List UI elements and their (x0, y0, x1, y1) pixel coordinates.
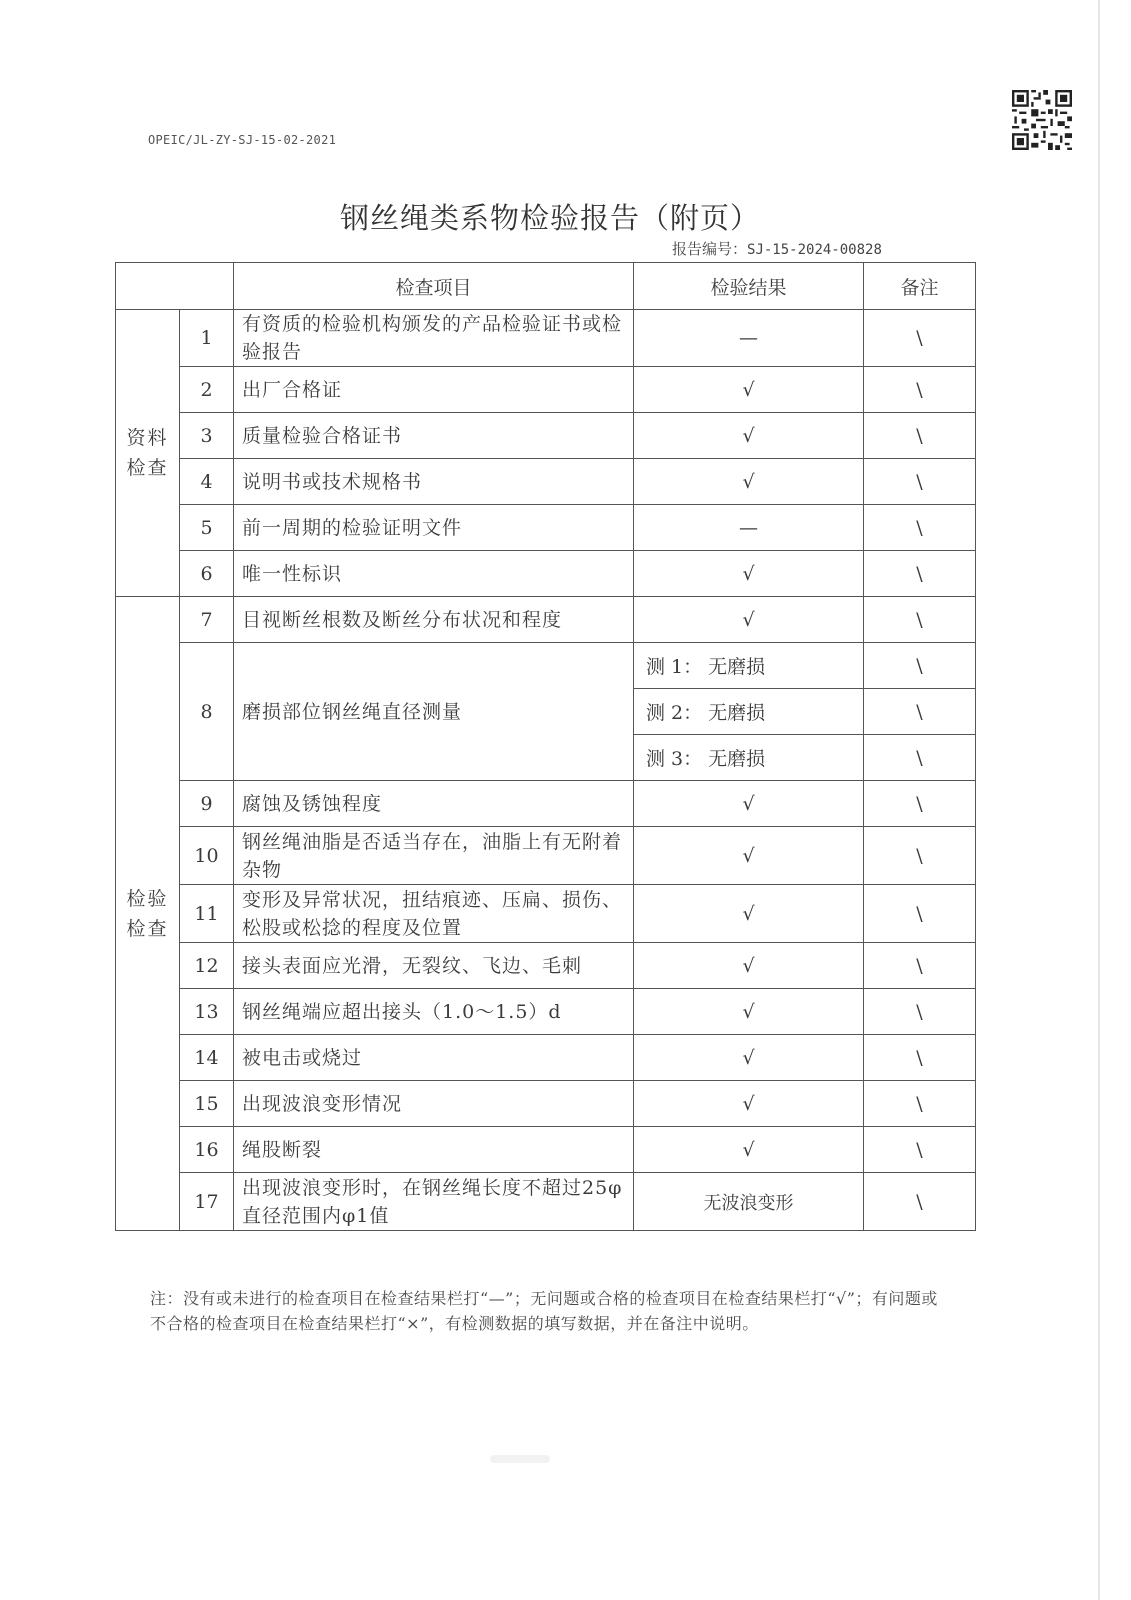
faint-footer-mark (490, 1455, 550, 1463)
measurement-value: 无磨损 (708, 702, 766, 724)
row-remark: \ (864, 827, 976, 885)
table-row (116, 597, 976, 643)
table-row (116, 943, 976, 989)
row-item: 前一周期的检验证明文件 (234, 505, 634, 551)
row-number: 4 (180, 459, 234, 505)
row-number: 10 (180, 827, 234, 885)
measurement-cell (634, 735, 864, 781)
footnote: 注：没有或未进行的检查项目在检查结果栏打“—”；无问题或合格的检查项目在检查结果栏打“√”；有问题或不合格的检查项目在检查结果栏打“×”，有检测数据的填写数据，并在备注中说明。 (150, 1289, 938, 1333)
row-item: 绳股断裂 (234, 1127, 634, 1173)
table-row (116, 367, 976, 413)
row-number: 16 (180, 1127, 234, 1173)
row-result: 无波浪变形 (634, 1173, 864, 1231)
table-row (116, 827, 976, 885)
row-item: 变形及异常状况，扭结痕迹、压扁、损伤、松股或松捻的程度及位置 (234, 885, 634, 943)
row-remark: \ (864, 885, 976, 943)
row-number: 12 (180, 943, 234, 989)
row-result: √ (634, 597, 864, 643)
table-row (116, 505, 976, 551)
table-row (116, 1035, 976, 1081)
row-number: 6 (180, 551, 234, 597)
row-result: √ (634, 1127, 864, 1173)
category-inspection: 检验检查 (116, 597, 180, 1231)
row-result: — (634, 310, 864, 367)
report-number-label: 报告编号： (672, 240, 748, 258)
row-item: 目视断丝根数及断丝分布状况和程度 (234, 597, 634, 643)
document-code: OPEIC/JL-ZY-SJ-15-02-2021 (148, 133, 337, 147)
table-header-row (116, 263, 976, 310)
table-row (116, 781, 976, 827)
measurement-label: 测 3： (646, 748, 703, 770)
row-remark: \ (864, 551, 976, 597)
table-row (116, 1081, 976, 1127)
table-row (116, 885, 976, 943)
header-remark: 备注 (864, 263, 976, 310)
row-item: 有资质的检验机构颁发的产品检验证书或检验报告 (234, 310, 634, 367)
row-number: 1 (180, 310, 234, 367)
row-item: 腐蚀及锈蚀程度 (234, 781, 634, 827)
row-number: 9 (180, 781, 234, 827)
page-title: 钢丝绳类系物检验报告（附页） (339, 201, 760, 235)
measurement-value: 无磨损 (708, 748, 766, 770)
row-remark: \ (864, 1035, 976, 1081)
row-result: √ (634, 827, 864, 885)
row-remark: \ (864, 413, 976, 459)
row-number: 14 (180, 1035, 234, 1081)
row-number: 15 (180, 1081, 234, 1127)
row-remark: \ (864, 367, 976, 413)
table-row (116, 1173, 976, 1231)
row-result: √ (634, 885, 864, 943)
row-remark: \ (864, 1127, 976, 1173)
row-number: 17 (180, 1173, 234, 1231)
row-item: 磨损部位钢丝绳直径测量 (234, 643, 634, 781)
row-result: √ (634, 413, 864, 459)
header-blank (116, 263, 234, 310)
row-remark: \ (864, 781, 976, 827)
measurement-label: 测 1： (646, 656, 703, 678)
row-result: √ (634, 367, 864, 413)
category-documents: 资料检查 (116, 310, 180, 597)
row-remark: \ (864, 1173, 976, 1231)
inspection-table (115, 262, 976, 1231)
row-item: 质量检验合格证书 (234, 413, 634, 459)
header-result: 检验结果 (634, 263, 864, 310)
row-result: √ (634, 459, 864, 505)
row-number: 3 (180, 413, 234, 459)
qr-code-icon (1012, 90, 1072, 150)
row-result: √ (634, 551, 864, 597)
row-number: 13 (180, 989, 234, 1035)
row-remark: \ (864, 1081, 976, 1127)
row-number: 11 (180, 885, 234, 943)
measurement-value: 无磨损 (708, 656, 766, 678)
row-remark: \ (864, 643, 976, 689)
measurement-cell (634, 643, 864, 689)
row-remark: \ (864, 459, 976, 505)
row-number: 2 (180, 367, 234, 413)
row-item: 出厂合格证 (234, 367, 634, 413)
row-item: 说明书或技术规格书 (234, 459, 634, 505)
row-remark: \ (864, 943, 976, 989)
measurement-cell (634, 689, 864, 735)
report-number-value: SJ-15-2024-00828 (747, 242, 882, 258)
row-item: 钢丝绳端应超出接头（1.0～1.5）d (234, 989, 634, 1035)
row-number: 7 (180, 597, 234, 643)
row-remark: \ (864, 989, 976, 1035)
table-row (116, 551, 976, 597)
row-remark: \ (864, 735, 976, 781)
row-remark: \ (864, 505, 976, 551)
header-item: 检查项目 (234, 263, 634, 310)
row-number: 5 (180, 505, 234, 551)
row-item: 接头表面应光滑，无裂纹、飞边、毛刺 (234, 943, 634, 989)
table-row (116, 413, 976, 459)
row-result: — (634, 505, 864, 551)
table-row (116, 989, 976, 1035)
row-result: √ (634, 1035, 864, 1081)
table-row (116, 310, 976, 367)
row-remark: \ (864, 597, 976, 643)
row-item: 出现波浪变形时，在钢丝绳长度不超过25φ直径范围内φ1值 (234, 1173, 634, 1231)
row-number: 8 (180, 643, 234, 781)
row-result: √ (634, 943, 864, 989)
row-item: 被电击或烧过 (234, 1035, 634, 1081)
row-item: 出现波浪变形情况 (234, 1081, 634, 1127)
row-remark: \ (864, 310, 976, 367)
table-row (116, 643, 976, 689)
table-row (116, 1127, 976, 1173)
row-result: √ (634, 781, 864, 827)
report-number (672, 238, 882, 259)
measurement-label: 测 2： (646, 702, 703, 724)
row-result: √ (634, 1081, 864, 1127)
page-edge-line (1098, 0, 1100, 1600)
row-remark: \ (864, 689, 976, 735)
row-result: √ (634, 989, 864, 1035)
row-item: 钢丝绳油脂是否适当存在，油脂上有无附着杂物 (234, 827, 634, 885)
table-row (116, 459, 976, 505)
row-item: 唯一性标识 (234, 551, 634, 597)
